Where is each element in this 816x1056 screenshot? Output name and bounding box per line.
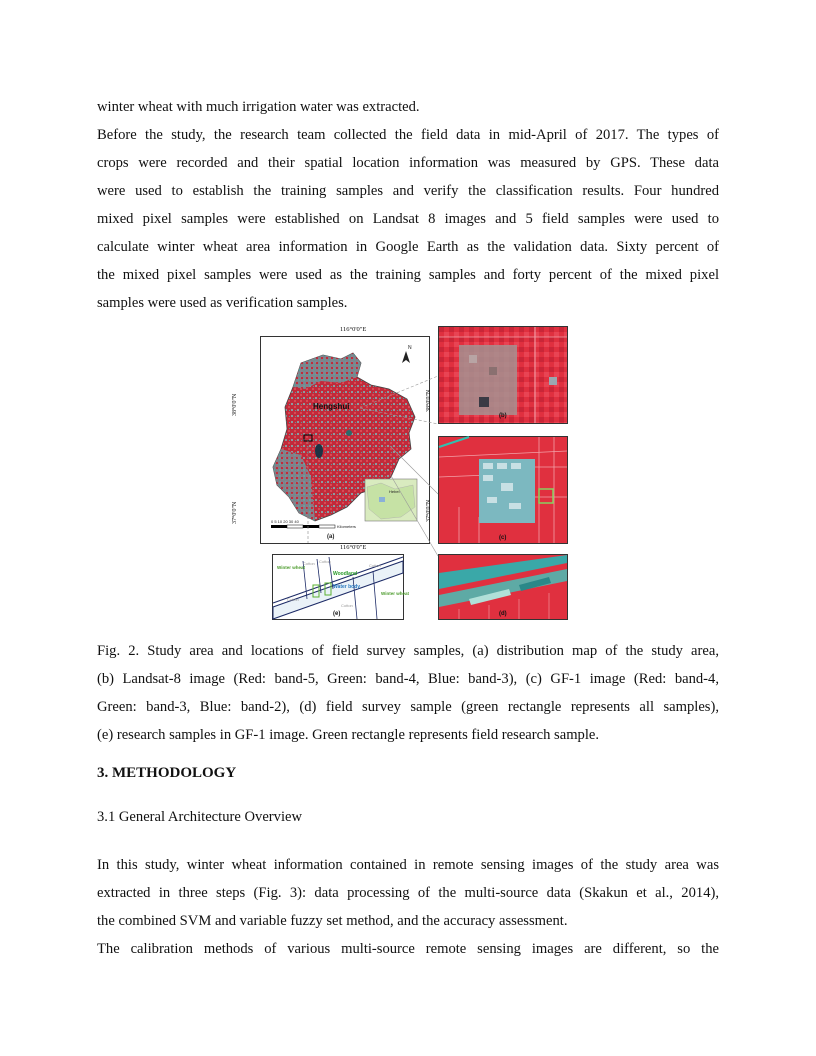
label-c: (c) (499, 535, 507, 541)
city-label: Hengshui (313, 402, 350, 411)
text-line: were used to establish the training samples and verify the classification results. Four hundred (97, 183, 719, 199)
svg-text:Woodland: Woodland (333, 571, 358, 577)
text-line: samples were used as verification samples. (97, 295, 348, 311)
text-line: the mixed pixel samples were used as the training samples and forty percent of the mixed pixel (97, 267, 719, 283)
svg-text:Cotton: Cotton (369, 563, 381, 568)
text-line: The calibration methods of various multi-source remote sensing images are different, so the (97, 941, 719, 957)
svg-text:Cotton: Cotton (287, 597, 299, 602)
label-d: (d) (499, 611, 507, 617)
text-line: winter wheat with much irrigation water was extracted. (97, 99, 420, 115)
caption-line: (e) research samples in GF-1 image. Green rectangle represents field research sample. (97, 727, 600, 743)
paragraph-2 (97, 121, 719, 317)
text-line: extracted in three steps (Fig. 3): data processing of the multi-source data (Skakun et al., 2014), (97, 885, 719, 901)
coord-right-top: 38°0'0"N (426, 389, 432, 412)
svg-text:Cotton: Cotton (341, 603, 353, 608)
coord-top: 116°0'0"E (340, 326, 367, 333)
svg-text:Hebei: Hebei (389, 489, 400, 494)
connector-lines (230, 324, 590, 630)
svg-text:Water body: Water body (333, 584, 361, 590)
section-heading: 3. METHODOLOGY (97, 765, 237, 781)
figure-caption (97, 637, 719, 749)
svg-text:Winter wheat: Winter wheat (277, 565, 305, 570)
caption-line: (b) Landsat-8 image (Red: band-5, Green: band-4, Blue: band-3), (c) GF-1 image (Red: band-4, (97, 671, 719, 687)
paragraph-3 (97, 851, 719, 935)
coord-left-top: 38°0'0"N (232, 393, 238, 416)
paragraph-4 (97, 935, 719, 963)
coord-right-bottom: 37°0'0"N (426, 499, 432, 522)
svg-text:Kilometers: Kilometers (337, 524, 356, 529)
caption-line: Fig. 2. Study area and locations of field survey samples, (a) distribution map of the study area, (97, 643, 719, 659)
text-line: the combined SVM and variable fuzzy set method, and the accuracy assessment. (97, 913, 568, 929)
svg-text:Winter wheat: Winter wheat (381, 591, 409, 596)
paragraph-1 (97, 93, 719, 121)
coord-left-bottom: 37°0'0"N (232, 501, 238, 524)
text-line: Before the study, the research team collected the field data in mid-April of 2017. The types of (97, 127, 719, 143)
coord-bottom: 116°0'0"E (340, 544, 367, 551)
caption-line: Green: band-3, Blue: band-2), (d) field survey sample (green rectangle represents all samples), (97, 699, 719, 715)
label-b: (b) (499, 413, 507, 419)
text-line: mixed pixel samples were established on Landsat 8 images and 5 field samples were used to (97, 211, 719, 227)
text-line: calculate winter wheat area information in Google Earth as the validation data. Sixty percent of (97, 239, 719, 255)
svg-text:(a): (a) (327, 534, 335, 540)
svg-text:Cotton: Cotton (303, 561, 315, 566)
text-line: In this study, winter wheat information contained in remote sensing images of the study area was (97, 857, 719, 873)
svg-text:0 5 10 20 30 40: 0 5 10 20 30 40 (271, 519, 299, 524)
subsection-heading: 3.1 General Architecture Overview (97, 809, 303, 825)
svg-text:N: N (408, 345, 412, 351)
label-e: (e) (333, 611, 341, 617)
figure-2 (230, 324, 590, 630)
text-line: crops were recorded and their spatial location information was measured by GPS. These data (97, 155, 719, 171)
svg-text:Cotton: Cotton (319, 559, 331, 564)
